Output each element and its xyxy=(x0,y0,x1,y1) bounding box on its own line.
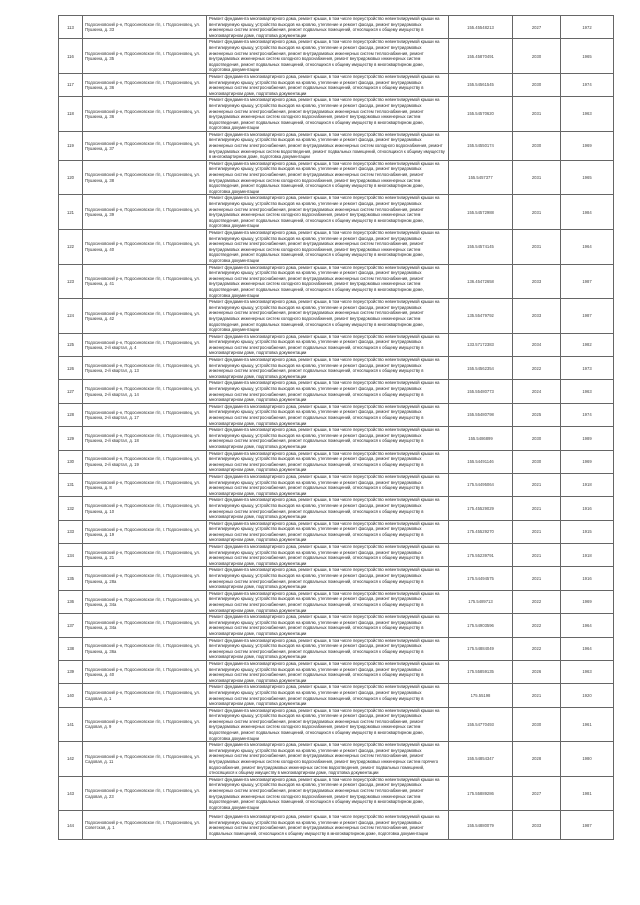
table-row xyxy=(59,614,614,637)
row-number: 120 xyxy=(59,160,83,195)
table-row xyxy=(59,427,614,450)
row-number: 137 xyxy=(59,614,83,637)
row-address: Подосиновский р-н, Подосиновское г/п, г. Подосиновец, ул. Пушкина, д. 19 xyxy=(83,520,207,543)
table-row xyxy=(59,16,614,39)
row-cadastral-value: 135.55479792 xyxy=(449,299,513,334)
row-build-year: 1916 xyxy=(561,497,614,520)
table-row xyxy=(59,707,614,742)
row-number: 125 xyxy=(59,333,83,356)
row-cadastral-value: 155.45870491 xyxy=(449,39,513,74)
row-planned-year: 2033 xyxy=(513,811,561,840)
row-planned-year: 2033 xyxy=(513,299,561,334)
row-works: Ремонт фундамента многоквартирного дома, ремонт крыши, в том числе переустройство невентилируемой крыши на вентилируемую крышу, устройство выходов на кровлю, утепление и ремонт фасада, ремонт внутридомовых инженерных систем электроснабжения, ремонт подвальных помещений, относящихся к общему имуществу в многоквартирном доме, подготовка документации xyxy=(207,497,449,520)
table-row xyxy=(59,497,614,520)
row-build-year: 1984 xyxy=(561,195,614,230)
row-works: Ремонт фундамента многоквартирного дома, ремонт крыши, в том числе переустройство невентилируемой крыши на вентилируемую крышу, устройство выходов на кровлю, утепление и ремонт фасада, ремонт внутридомовых инженерных систем электроснабжения, ремонт подвальных помещений, относящихся к общему имуществу в многоквартирном доме, подготовка документации xyxy=(207,73,449,96)
row-works: Ремонт фундамента многоквартирного дома, ремонт крыши, в том числе переустройство невентилируемой крыши на вентилируемую крышу, устройство выходов на кровлю, утепление и ремонт фасада, ремонт внутридомовых инженерных систем электроснабжения, ремонт внутридомовых инженерных систем теплоснабжения, ремонт внутридомовых инженерных систем холодного водоснабжения, ремонт внутридомовых инженерных систем водоотведения, ремонт подвальных помещений, относящихся к общему имуществу в многоквартирном доме, подготовка документации xyxy=(207,299,449,334)
row-build-year: 1987 xyxy=(561,264,614,299)
row-number: 134 xyxy=(59,544,83,567)
row-cadastral-value: 155.54770493 xyxy=(449,707,513,742)
table-body xyxy=(59,16,614,840)
row-build-year: 1982 xyxy=(561,333,614,356)
table-row xyxy=(59,742,614,777)
table-row xyxy=(59,520,614,543)
row-cadastral-value: 155.54574145 xyxy=(449,230,513,265)
row-build-year: 1972 xyxy=(561,16,614,39)
table-row xyxy=(59,567,614,590)
row-address: Подосиновский р-н, Подосиновское г/п, г. Подосиновец, ул. Пушкина, д. 37 xyxy=(83,131,207,160)
row-planned-year: 2022 xyxy=(513,357,561,380)
row-number: 126 xyxy=(59,357,83,380)
row-address: Подосиновский р-н, Подосиновское г/п, г. Подосиновец, ул. Пушкина, 2-й квартал, д. 18 xyxy=(83,427,207,450)
table-row xyxy=(59,684,614,707)
row-works: Ремонт фундамента многоквартирного дома, ремонт крыши, в том числе переустройство невентилируемой крыши на вентилируемую крышу, устройство выходов на кровлю, утепление и ремонт фасада, ремонт внутридомовых инженерных систем электроснабжения, ремонт подвальных помещений, относящихся к общему имуществу в многоквартирном доме, подготовка документации xyxy=(207,357,449,380)
row-planned-year: 2021 xyxy=(513,473,561,496)
row-works: Ремонт фундамента многоквартирного дома, ремонт крыши, в том числе переустройство невентилируемой крыши на вентилируемую крышу, устройство выходов на кровлю, утепление и ремонт фасада, ремонт внутридомовых инженерных систем электроснабжения, ремонт подвальных помещений, относящихся к общему имуществу в многоквартирном доме, подготовка документации xyxy=(207,520,449,543)
row-address: Подосиновский р-н, Подосиновское г/п, г. Подосиновец, ул. Пушкина, д. 39 xyxy=(83,195,207,230)
row-works: Ремонт фундамента многоквартирного дома, ремонт крыши, в том числе переустройство невентилируемой крыши на вентилируемую крышу, устройство выходов на кровлю, утепление и ремонт фасада, ремонт внутридомовых инженерных систем электроснабжения, ремонт подвальных помещений, относящихся к общему имуществу в многоквартирном доме, подготовка документации xyxy=(207,660,449,683)
row-address: Подосиновский р-н, Подосиновское г/п, г. Подосиновец, ул. Пушкина, д. 21 xyxy=(83,544,207,567)
row-number: 118 xyxy=(59,97,83,132)
row-works: Ремонт фундамента многоквартирного дома, ремонт крыши, в том числе переустройство невентилируемой крыши на вентилируемую крышу, устройство выходов на кровлю, утепление и ремонт фасада, ремонт внутридомовых инженерных систем электроснабжения, ремонт подвальных помещений, относящихся к общему имуществу в многоквартирном доме, подготовка документации xyxy=(207,333,449,356)
row-works: Ремонт фундамента многоквартирного дома, ремонт крыши, в том числе переустройство невентилируемой крыши на вентилируемую крышу, устройство выходов на кровлю, утепление и ремонт фасада, ремонт внутридомовых инженерных систем электроснабжения, ремонт внутридомовых инженерных систем теплоснабжения, ремонт внутридомовых инженерных систем холодного водоснабжения, ремонт внутридомовых инженерных систем водоотведения, ремонт подвальных помещений, относящихся к общему имуществу в многоквартирном доме, подготовка документации xyxy=(207,776,449,811)
table-row xyxy=(59,776,614,811)
row-cadastral-value: 155.55480773 xyxy=(449,380,513,403)
row-build-year: 1969 xyxy=(561,590,614,613)
row-planned-year: 2030 xyxy=(513,73,561,96)
table-row xyxy=(59,264,614,299)
row-cadastral-value: 175.54884049 xyxy=(449,637,513,660)
table-row xyxy=(59,333,614,356)
row-number: 138 xyxy=(59,637,83,660)
row-cadastral-value: 155.5457377 xyxy=(449,160,513,195)
row-works: Ремонт фундамента многоквартирного дома, ремонт крыши, в том числе переустройство невентилируемой крыши на вентилируемую крышу, устройство выходов на кровлю, утепление и ремонт фасада, ремонт внутридомовых инженерных систем электроснабжения, ремонт внутридомовых инженерных систем теплоснабжения, ремонт внутридомовых инженерных систем холодного водоснабжения, ремонт внутридомовых инженерных систем водоотведения, ремонт подвальных помещений, относящихся к общему имуществу в многоквартирном доме, подготовка документации xyxy=(207,97,449,132)
row-cadastral-value: 155.54572988 xyxy=(449,195,513,230)
row-cadastral-value: 175.55239791 xyxy=(449,544,513,567)
row-planned-year: 2022 xyxy=(513,590,561,613)
row-number: 131 xyxy=(59,473,83,496)
row-build-year: 1973 xyxy=(561,357,614,380)
row-cadastral-value: 175.55198 xyxy=(449,684,513,707)
row-planned-year: 2030 xyxy=(513,450,561,473)
row-number: 143 xyxy=(59,776,83,811)
row-number: 141 xyxy=(59,707,83,742)
row-works: Ремонт фундамента многоквартирного дома, ремонт крыши, в том числе переустройство невентилируемой крыши на вентилируемую крышу, устройство выходов на кровлю, утепление и ремонт фасада, ремонт внутридомовых инженерных систем электроснабжения, ремонт подвальных помещений, относящихся к общему имуществу в многоквартирном доме, подготовка документации xyxy=(207,403,449,426)
row-planned-year: 2031 xyxy=(513,195,561,230)
row-build-year: 1963 xyxy=(561,380,614,403)
row-works: Ремонт фундамента многоквартирного дома, ремонт крыши, в том числе переустройство невентилируемой крыши на вентилируемую крышу, устройство выходов на кровлю, утепление и ремонт фасада, ремонт внутридомовых инженерных систем электроснабжения, ремонт внутридомовых инженерных систем теплоснабжения, ремонт внутридомовых инженерных систем холодного водоснабжения, ремонт внутридомовых инженерных систем водоотведения, ремонт подвальных помещений, относящихся к общему имуществу в многоквартирном доме, подготовка документации xyxy=(207,160,449,195)
row-build-year: 1963 xyxy=(561,97,614,132)
row-address: Подосиновский р-н, Подосиновское г/п, г. Подосиновец, ул. Пушкина, 2-й квартал, д. 19 xyxy=(83,450,207,473)
row-address: Подосиновский р-н, Подосиновское г/п, г. Подосиновец, ул. Пушкина, д. 40 xyxy=(83,660,207,683)
row-address: Подосиновский р-н, Подосиновское г/п, г. Подосиновец, ул. Садовая, д. 11 xyxy=(83,742,207,777)
row-works: Ремонт фундамента многоквартирного дома, ремонт крыши, в том числе переустройство невентилируемой крыши на вентилируемую крышу, устройство выходов на кровлю, утепление и ремонт фасада, ремонт внутридомовых инженерных систем электроснабжения, ремонт подвальных помещений, относящихся к общему имуществу в многоквартирном доме, подготовка документации xyxy=(207,380,449,403)
row-address: Подосиновский р-н, Подосиновское г/п, г. Подосиновец, ул. Пушкина, д. 35 xyxy=(83,39,207,74)
row-planned-year: 2025 xyxy=(513,403,561,426)
row-build-year: 1918 xyxy=(561,473,614,496)
row-works: Ремонт фундамента многоквартирного дома, ремонт крыши, в том числе переустройство невентилируемой крыши на вентилируемую крышу, устройство выходов на кровлю, утепление и ремонт фасада, ремонт внутридомовых инженерных систем электроснабжения, ремонт подвальных помещений, относящихся к общему имуществу в многоквартирном доме, подготовка документации xyxy=(207,684,449,707)
row-cadastral-value: 155.54570620 xyxy=(449,97,513,132)
row-build-year: 1963 xyxy=(561,660,614,683)
row-planned-year: 2026 xyxy=(513,660,561,683)
row-number: 132 xyxy=(59,497,83,520)
row-works: Ремонт фундамента многоквартирного дома, ремонт крыши, в том числе переустройство невентилируемой крыши на вентилируемую крышу, устройство выходов на кровлю, утепление и ремонт фасада, ремонт внутридомовых инженерных систем электроснабжения, ремонт внутридомовых инженерных систем теплоснабжения, ремонт внутридомовых инженерных систем холодного водоснабжения, ремонт внутридомовых инженерных систем водоотведения, ремонт подвальных помещений, относящихся к общему имуществу в многоквартирном доме, подготовка документации xyxy=(207,195,449,230)
row-number: 135 xyxy=(59,567,83,590)
row-number: 122 xyxy=(59,230,83,265)
row-cadastral-value: 175.54495064 xyxy=(449,473,513,496)
row-build-year: 1969 xyxy=(561,131,614,160)
row-build-year: 1969 xyxy=(561,450,614,473)
row-build-year: 1974 xyxy=(561,403,614,426)
table-row xyxy=(59,357,614,380)
row-address: Подосиновский р-н, Подосиновское г/п, г. Подосиновец, ул. Пушкина, 2-й квартал, д. 13 xyxy=(83,357,207,380)
row-address: Подосиновский р-н, Подосиновское г/п, г. Подосиновец, ул. Пушкина, 2-й квартал, д. 17 xyxy=(83,403,207,426)
row-address: Подосиновский р-н, Подосиновское г/п, г. Подосиновец, ул. Пушкина, д. 33 xyxy=(83,16,207,39)
row-number: 128 xyxy=(59,403,83,426)
row-build-year: 1964 xyxy=(561,637,614,660)
row-planned-year: 2028 xyxy=(513,742,561,777)
row-planned-year: 2030 xyxy=(513,39,561,74)
row-works: Ремонт фундамента многоквартирного дома, ремонт крыши, в том числе переустройство невентилируемой крыши на вентилируемую крышу, устройство выходов на кровлю, утепление и ремонт фасада, ремонт внутридомовых инженерных систем электроснабжения, ремонт внутридомовых инженерных систем теплоснабжения, ремонт внутридомовых инженерных систем холодного водоснабжения, ремонт внутридомовых инженерных систем горячего водоснабжения, ремонт внутридомовых инженерных систем водоотведения, ремонт подвальных помещений, относящихся к общему имуществу в многоквартирном доме, подготовка документации xyxy=(207,742,449,777)
row-planned-year: 2027 xyxy=(513,776,561,811)
row-address: Подосиновский р-н, Подосиновское г/п, г. Подосиновец, ул. Пушкина, д. 10 xyxy=(83,497,207,520)
row-cadastral-value: 175.55859135 xyxy=(449,660,513,683)
table-row xyxy=(59,380,614,403)
row-build-year: 1965 xyxy=(561,39,614,74)
row-build-year: 1965 xyxy=(561,160,614,195)
table-row xyxy=(59,544,614,567)
row-build-year: 1987 xyxy=(561,299,614,334)
table-row xyxy=(59,811,614,840)
row-build-year: 1964 xyxy=(561,230,614,265)
row-works: Ремонт фундамента многоквартирного дома, ремонт крыши, в том числе переустройство невентилируемой крыши на вентилируемую крышу, устройство выходов на кровлю, утепление и ремонт фасада, ремонт внутридомовых инженерных систем электроснабжения, ремонт подвальных помещений, относящихся к общему имуществу в многоквартирном доме, подготовка документации xyxy=(207,473,449,496)
row-cadastral-value: 175.55889286 xyxy=(449,776,513,811)
row-build-year: 1981 xyxy=(561,776,614,811)
row-works: Ремонт фундамента многоквартирного дома, ремонт крыши, в том числе переустройство невентилируемой крыши на вентилируемую крышу, устройство выходов на кровлю, утепление и ремонт фасада, ремонт внутридомовых инженерных систем электроснабжения, ремонт внутридомовых инженерных систем теплоснабжения, ремонт подвальных помещений, относящихся к общему имуществу в многоквартирном доме, подготовка документации xyxy=(207,811,449,840)
row-address: Подосиновский р-н, Подосиновское г/п, г. Подосиновец, ул. Пушкина, 2-й квартал, д. 14 xyxy=(83,380,207,403)
row-address: Подосиновский р-н, Подосиновское г/п, г. Подосиновец, ул. Пушкина, д. 34а xyxy=(83,614,207,637)
table-row xyxy=(59,403,614,426)
row-address: Подосиновский р-н, Подосиновское г/п, г. Подосиновец, ул. Пушкина, д. 40 xyxy=(83,230,207,265)
row-works: Ремонт фундамента многоквартирного дома, ремонт крыши, в том числе переустройство невентилируемой крыши на вентилируемую крышу, устройство выходов на кровлю, утепление и ремонт фасада, ремонт внутридомовых инженерных систем электроснабжения, ремонт внутридомовых инженерных систем теплоснабжения, ремонт внутридомовых инженерных систем холодного водоснабжения, ремонт внутридомовых инженерных систем водоотведения, ремонт подвальных помещений, относящихся к общему имуществу в многоквартирном доме, подготовка документации xyxy=(207,39,449,74)
row-cadastral-value: 155.54550174 xyxy=(449,131,513,160)
row-address: Подосиновский р-н, Подосиновское г/п, г. Подосиновец, ул. Садовая, д. 9 xyxy=(83,707,207,742)
row-planned-year: 2030 xyxy=(513,131,561,160)
row-works: Ремонт фундамента многоквартирного дома, ремонт крыши, в том числе переустройство невентилируемой крыши на вентилируемую крышу, устройство выходов на кровлю, утепление и ремонт фасада, ремонт внутридомовых инженерных систем электроснабжения, ремонт подвальных помещений, относящихся к общему имуществу в многоквартирном доме, подготовка документации xyxy=(207,16,449,39)
row-works: Ремонт фундамента многоквартирного дома, ремонт крыши, в том числе переустройство невентилируемой крыши на вентилируемую крышу, устройство выходов на кровлю, утепление и ремонт фасада, ремонт внутридомовых инженерных систем электроснабжения, ремонт подвальных помещений, относящихся к общему имуществу в многоквартирном доме, подготовка документации xyxy=(207,544,449,567)
row-address: Подосиновский р-н, Подосиновское г/п, г. Подосиновец, ул. Садовая, д. 23 xyxy=(83,776,207,811)
row-planned-year: 2031 xyxy=(513,230,561,265)
row-planned-year: 2021 xyxy=(513,684,561,707)
row-number: 123 xyxy=(59,264,83,299)
row-address: Подосиновский р-н, Подосиновское г/п, г. Подосиновец, ул. Садовая, д. 1 xyxy=(83,684,207,707)
row-number: 116 xyxy=(59,39,83,74)
row-cadastral-value: 155.54562354 xyxy=(449,357,513,380)
row-build-year: 1915 xyxy=(561,520,614,543)
row-planned-year: 2030 xyxy=(513,427,561,450)
table-row xyxy=(59,160,614,195)
row-cadastral-value: 155.45548213 xyxy=(449,16,513,39)
table-row xyxy=(59,299,614,334)
row-address: Подосиновский р-н, Подосиновское г/п, г. Подосиновец, ул. Пушкина, д. 28а xyxy=(83,567,207,590)
row-planned-year: 2030 xyxy=(513,707,561,742)
row-number: 140 xyxy=(59,684,83,707)
row-number: 127 xyxy=(59,380,83,403)
row-address: Подосиновский р-н, Подосиновское г/п, г. Подосиновец, ул. Советская, д. 1 xyxy=(83,811,207,840)
row-works: Ремонт фундамента многоквартирного дома, ремонт крыши, в том числе переустройство невентилируемой крыши на вентилируемую крышу, устройство выходов на кровлю, утепление и ремонт фасада, ремонт внутридомовых инженерных систем электроснабжения, ремонт внутридомовых инженерных систем холодного водоснабжения, ремонт внутридомовых инженерных систем водоотведения, ремонт подвальных помещений, относящихся к общему имуществу в многоквартирном доме, подготовка документации xyxy=(207,131,449,160)
row-build-year: 1964 xyxy=(561,614,614,637)
row-address: Подосиновский р-н, Подосиновское г/п, г. Подосиновец, ул. Пушкина, д. 8 xyxy=(83,473,207,496)
row-number: 139 xyxy=(59,660,83,683)
row-build-year: 1918 xyxy=(561,544,614,567)
row-cadastral-value: 155.54854347 xyxy=(449,742,513,777)
row-build-year: 1980 xyxy=(561,742,614,777)
row-planned-year: 2027 xyxy=(513,16,561,39)
row-build-year: 1961 xyxy=(561,707,614,742)
row-cadastral-value: 175.45529029 xyxy=(449,497,513,520)
row-number: 119 xyxy=(59,131,83,160)
row-build-year: 1987 xyxy=(561,811,614,840)
table-row xyxy=(59,660,614,683)
row-works: Ремонт фундамента многоквартирного дома, ремонт крыши, в том числе переустройство невентилируемой крыши на вентилируемую крышу, устройство выходов на кровлю, утепление и ремонт фасада, ремонт внутридомовых инженерных систем электроснабжения, ремонт подвальных помещений, относящихся к общему имуществу в многоквартирном доме, подготовка документации xyxy=(207,427,449,450)
row-cadastral-value: 155.54880079 xyxy=(449,811,513,840)
row-planned-year: 2021 xyxy=(513,497,561,520)
row-cadastral-value: 155.54561545 xyxy=(449,73,513,96)
row-build-year: 1916 xyxy=(561,567,614,590)
table-row xyxy=(59,230,614,265)
row-works: Ремонт фундамента многоквартирного дома, ремонт крыши, в том числе переустройство невентилируемой крыши на вентилируемую крышу, устройство выходов на кровлю, утепление и ремонт фасада, ремонт внутридомовых инженерных систем электроснабжения, ремонт внутридомовых инженерных систем теплоснабжения, ремонт внутридомовых инженерных систем холодного водоснабжения, ремонт внутридомовых инженерных систем водоотведения, ремонт подвальных помещений, относящихся к общему имуществу в многоквартирном доме, подготовка документации xyxy=(207,230,449,265)
row-planned-year: 2031 xyxy=(513,160,561,195)
row-works: Ремонт фундамента многоквартирного дома, ремонт крыши, в том числе переустройство невентилируемой крыши на вентилируемую крышу, устройство выходов на кровлю, утепление и ремонт фасада, ремонт внутридомовых инженерных систем электроснабжения, ремонт подвальных помещений, относящихся к общему имуществу в многоквартирном доме, подготовка документации xyxy=(207,614,449,637)
row-planned-year: 2031 xyxy=(513,97,561,132)
row-number: 144 xyxy=(59,811,83,840)
row-address: Подосиновский р-н, Подосиновское г/п, г. Подосиновец, ул. Пушкина, д. 36а xyxy=(83,637,207,660)
row-works: Ремонт фундамента многоквартирного дома, ремонт крыши, в том числе переустройство невентилируемой крыши на вентилируемую крышу, устройство выходов на кровлю, утепление и ремонт фасада, ремонт внутридомовых инженерных систем электроснабжения, ремонт внутридомовых инженерных систем теплоснабжения, ремонт внутридомовых инженерных систем холодного водоснабжения, ремонт внутридомовых инженерных систем водоотведения, ремонт подвальных помещений, относящихся к общему имуществу в многоквартирном доме, подготовка документации xyxy=(207,707,449,742)
row-number: 121 xyxy=(59,195,83,230)
row-cadastral-value: 155.5486899 xyxy=(449,427,513,450)
row-cadastral-value: 155.54491146 xyxy=(449,450,513,473)
row-build-year: 1989 xyxy=(561,427,614,450)
row-address: Подосиновский р-н, Подосиновское г/п, г. Подосиновец, ул. Пушкина, 2-й квартал, д. 4 xyxy=(83,333,207,356)
row-cadastral-value: 133.57172383 xyxy=(449,333,513,356)
table-row xyxy=(59,473,614,496)
row-number: 117 xyxy=(59,73,83,96)
capital-repair-table xyxy=(58,15,614,840)
row-cadastral-value: 175.5489713 xyxy=(449,590,513,613)
row-number: 113 xyxy=(59,16,83,39)
table-row xyxy=(59,637,614,660)
row-number: 130 xyxy=(59,450,83,473)
row-cadastral-value: 175.45529270 xyxy=(449,520,513,543)
row-build-year: 1974 xyxy=(561,73,614,96)
row-works: Ремонт фундамента многоквартирного дома, ремонт крыши, в том числе переустройство невентилируемой крыши на вентилируемую крышу, устройство выходов на кровлю, утепление и ремонт фасада, ремонт внутридомовых инженерных систем электроснабжения, ремонт подвальных помещений, относящихся к общему имуществу в многоквартирном доме, подготовка документации xyxy=(207,450,449,473)
row-planned-year: 2034 xyxy=(513,333,561,356)
table-row xyxy=(59,131,614,160)
table-row xyxy=(59,73,614,96)
row-works: Ремонт фундамента многоквартирного дома, ремонт крыши, в том числе переустройство невентилируемой крыши на вентилируемую крышу, устройство выходов на кровлю, утепление и ремонт фасада, ремонт внутридомовых инженерных систем электроснабжения, ремонт подвальных помещений, относящихся к общему имуществу в многоквартирном доме, подготовка документации xyxy=(207,590,449,613)
row-number: 136 xyxy=(59,590,83,613)
row-build-year: 1920 xyxy=(561,684,614,707)
row-planned-year: 2021 xyxy=(513,567,561,590)
row-works: Ремонт фундамента многоквартирного дома, ремонт крыши, в том числе переустройство невентилируемой крыши на вентилируемую крышу, устройство выходов на кровлю, утепление и ремонт фасада, ремонт внутридомовых инженерных систем электроснабжения, ремонт внутридомовых инженерных систем теплоснабжения, ремонт внутридомовых инженерных систем холодного водоснабжения, ремонт внутридомовых инженерных систем водоотведения, ремонт подвальных помещений, относящихся к общему имуществу в многоквартирном доме, подготовка документации xyxy=(207,264,449,299)
row-cadastral-value: 175.54903596 xyxy=(449,614,513,637)
row-works: Ремонт фундамента многоквартирного дома, ремонт крыши, в том числе переустройство невентилируемой крыши на вентилируемую крышу, устройство выходов на кровлю, утепление и ремонт фасада, ремонт внутридомовых инженерных систем электроснабжения, ремонт подвальных помещений, относящихся к общему имуществу в многоквартирном доме, подготовка документации xyxy=(207,637,449,660)
row-planned-year: 2022 xyxy=(513,614,561,637)
row-address: Подосиновский р-н, Подосиновское г/п, г. Подосиновец, ул. Пушкина, д. 41 xyxy=(83,264,207,299)
row-planned-year: 2024 xyxy=(513,380,561,403)
row-address: Подосиновский р-н, Подосиновское г/п, г. Подосиновец, ул. Пушкина, д. 38 xyxy=(83,160,207,195)
row-address: Подосиновский р-н, Подосиновское г/п, г. Подосиновец, ул. Пушкина, д. 36 xyxy=(83,97,207,132)
table-row xyxy=(59,450,614,473)
row-cadastral-value: 175.54494575 xyxy=(449,567,513,590)
table-row xyxy=(59,97,614,132)
row-number: 124 xyxy=(59,299,83,334)
row-number: 142 xyxy=(59,742,83,777)
row-address: Подосиновский р-н, Подосиновское г/п, г. Подосиновец, ул. Пушкина, д. 36 xyxy=(83,73,207,96)
row-planned-year: 2033 xyxy=(513,264,561,299)
row-planned-year: 2021 xyxy=(513,544,561,567)
row-address: Подосиновский р-н, Подосиновское г/п, г. Подосиновец, ул. Пушкина, д. 34а xyxy=(83,590,207,613)
row-cadastral-value: 136.45472658 xyxy=(449,264,513,299)
table-row xyxy=(59,39,614,74)
row-address: Подосиновский р-н, Подосиновское г/п, г. Подосиновец, ул. Пушкина, д. 42 xyxy=(83,299,207,334)
table-row xyxy=(59,590,614,613)
row-number: 133 xyxy=(59,520,83,543)
row-works: Ремонт фундамента многоквартирного дома, ремонт крыши, в том числе переустройство невентилируемой крыши на вентилируемую крышу, устройство выходов на кровлю, утепление и ремонт фасада, ремонт внутридомовых инженерных систем электроснабжения, ремонт подвальных помещений, относящихся к общему имуществу в многоквартирном доме, подготовка документации xyxy=(207,567,449,590)
row-cadastral-value: 155.55480798 xyxy=(449,403,513,426)
row-number: 129 xyxy=(59,427,83,450)
table-row xyxy=(59,195,614,230)
row-planned-year: 2022 xyxy=(513,637,561,660)
row-planned-year: 2021 xyxy=(513,520,561,543)
